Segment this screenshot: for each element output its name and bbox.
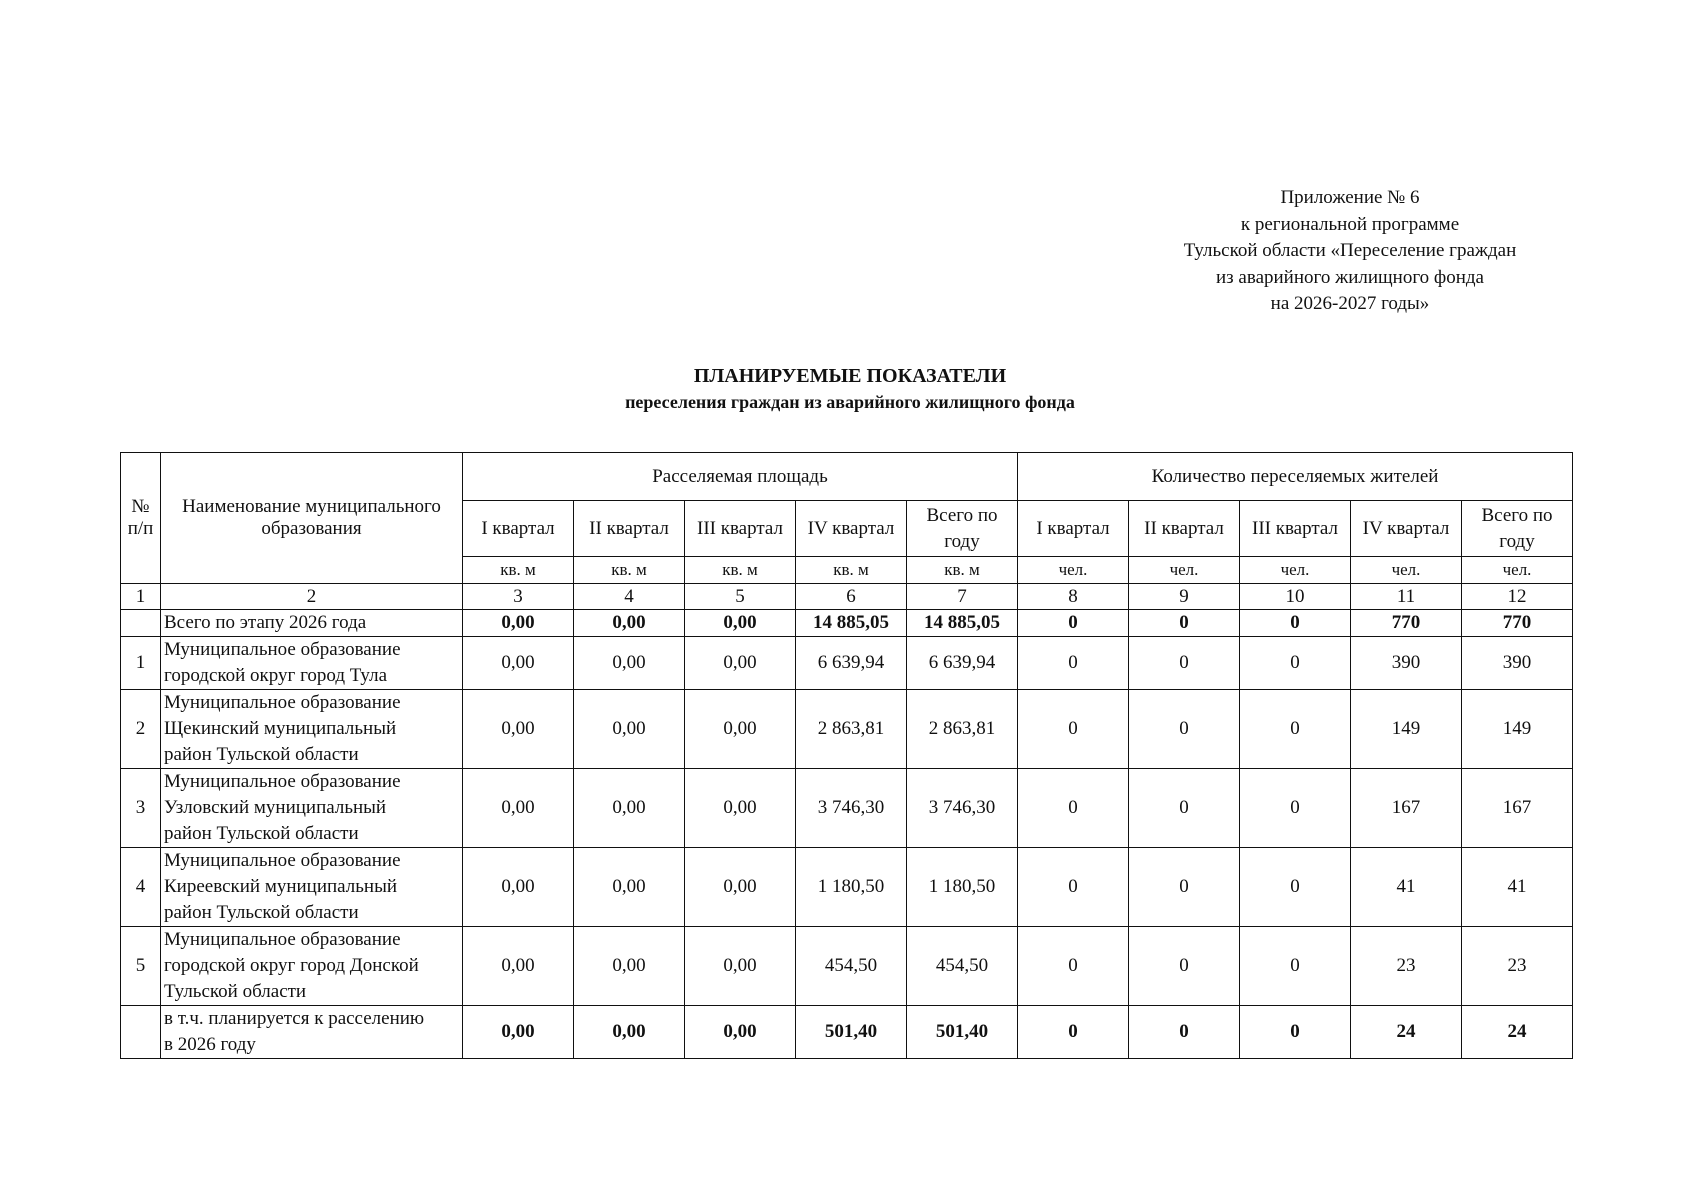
value-cell: 0 [1240, 1006, 1351, 1059]
header-quarter-cell: III квартал [1240, 501, 1351, 557]
header-unit-cell: кв. м [907, 557, 1018, 584]
planned-row [121, 1006, 1573, 1059]
value-cell: 0 [1240, 690, 1351, 769]
value-cell: 2 863,81 [796, 690, 907, 769]
value-cell: 149 [1462, 690, 1573, 769]
column-number-cell: 10 [1240, 584, 1351, 610]
value-cell: 0,00 [685, 769, 796, 848]
header-quarter-cell: I квартал [1018, 501, 1129, 557]
header-unit-cell: чел. [1351, 557, 1462, 584]
value-cell: 0 [1018, 690, 1129, 769]
row-number-cell: 3 [121, 769, 161, 848]
appendix-line: на 2026-2027 годы» [1270, 293, 1430, 314]
value-cell: 14 885,05 [907, 610, 1018, 637]
value-cell: 0 [1240, 848, 1351, 927]
column-number-cell: 11 [1351, 584, 1462, 610]
value-cell: 0,00 [574, 610, 685, 637]
header-unit-cell: чел. [1018, 557, 1129, 584]
appendix-line: Тульской области «Переселение граждан [1183, 240, 1517, 261]
document-title [300, 362, 1400, 414]
municipality-name-line: Муниципальное образование [164, 692, 401, 713]
value-cell: 149 [1351, 690, 1462, 769]
column-number-cell: 7 [907, 584, 1018, 610]
value-cell: 0,00 [574, 848, 685, 927]
header-people-group: Количество переселяемых жителей [1018, 453, 1573, 501]
appendix-line: Приложение № 6 [1280, 187, 1420, 208]
value-cell: 41 [1351, 848, 1462, 927]
value-cell: 0,00 [685, 610, 796, 637]
column-number-cell: 9 [1129, 584, 1240, 610]
municipality-name-line: городской округ город Тула [164, 665, 388, 686]
header-quarter-cell: III квартал [685, 501, 796, 557]
value-cell: 0 [1129, 769, 1240, 848]
value-cell: 0,00 [463, 637, 574, 690]
value-cell: 0,00 [463, 610, 574, 637]
table-row [121, 690, 1573, 769]
value-cell: 6 639,94 [907, 637, 1018, 690]
value-cell: 24 [1462, 1006, 1573, 1059]
appendix-line: из аварийного жилищного фонда [1216, 266, 1484, 288]
value-cell: 3 746,30 [907, 769, 1018, 848]
municipality-name-line: городской округ город Донской [164, 955, 419, 976]
column-number-cell: 8 [1018, 584, 1129, 610]
value-cell: 23 [1351, 927, 1462, 1006]
value-cell: 0,00 [685, 927, 796, 1006]
value-cell: 0 [1018, 769, 1129, 848]
municipality-name-line: Муниципальное образование [164, 850, 401, 871]
value-cell: 0 [1240, 610, 1351, 637]
value-cell: 0 [1018, 1006, 1129, 1059]
value-cell: 0 [1129, 690, 1240, 769]
value-cell: 770 [1462, 610, 1573, 637]
value-cell: 0 [1240, 927, 1351, 1006]
municipality-name-line: Узловский муниципальный [164, 797, 387, 818]
value-cell: 41 [1462, 848, 1573, 927]
value-cell: 167 [1462, 769, 1573, 848]
indicators-table [120, 452, 1573, 1059]
municipality-name-line: в т.ч. планируется к расселению [164, 1008, 425, 1029]
municipality-name-line: район Тульской области [164, 823, 359, 844]
municipality-name-line: Щекинский муниципальный [164, 718, 397, 739]
value-cell: 0 [1129, 1006, 1240, 1059]
value-cell: 0,00 [685, 848, 796, 927]
value-cell: 0,00 [463, 690, 574, 769]
header-unit-cell: кв. м [796, 557, 907, 584]
row-number-cell: 4 [121, 848, 161, 927]
header-quarter-cell: II квартал [1129, 501, 1240, 557]
municipality-name-line: Киреевский муниципальный [164, 876, 398, 897]
municipality-name-line: Муниципальное образование [164, 771, 401, 792]
header-quarter-cell: IV квартал [796, 501, 907, 557]
value-cell: 770 [1351, 610, 1462, 637]
value-cell: 1 180,50 [796, 848, 907, 927]
title-subtitle: переселения граждан из аварийного жилищного фонда [625, 392, 1075, 412]
row-number-cell: 5 [121, 927, 161, 1006]
value-cell: 167 [1351, 769, 1462, 848]
value-cell: 501,40 [907, 1006, 1018, 1059]
municipality-name-line: в 2026 году [164, 1034, 256, 1055]
value-cell: 0 [1129, 927, 1240, 1006]
table-row [121, 927, 1573, 1006]
municipality-name-cell [161, 690, 463, 769]
municipality-name-cell [161, 848, 463, 927]
municipality-name-line: Тульской области [164, 981, 307, 1002]
table-row [121, 848, 1573, 927]
row-number-cell [121, 1006, 161, 1059]
value-cell: 0 [1018, 927, 1129, 1006]
value-cell: 0,00 [685, 1006, 796, 1059]
value-cell: 0 [1129, 637, 1240, 690]
value-cell: 0,00 [574, 637, 685, 690]
column-number-cell: 5 [685, 584, 796, 610]
value-cell: 454,50 [907, 927, 1018, 1006]
municipality-name-cell [161, 1006, 463, 1059]
municipality-name-line: район Тульской области [164, 902, 359, 923]
header-unit-cell: кв. м [574, 557, 685, 584]
column-number-cell: 2 [161, 584, 463, 610]
table-row [121, 637, 1573, 690]
value-cell: 2 863,81 [907, 690, 1018, 769]
header-unit-cell: чел. [1240, 557, 1351, 584]
header-unit-cell: чел. [1129, 557, 1240, 584]
total-label-cell: Всего по этапу 2026 года [161, 610, 463, 637]
municipality-name-line: Муниципальное образование [164, 929, 401, 950]
header-unit-cell: чел. [1462, 557, 1573, 584]
value-cell: 0 [1018, 848, 1129, 927]
table-row [121, 769, 1573, 848]
appendix-line: к региональной программе [1240, 213, 1460, 235]
value-cell: 0,00 [463, 927, 574, 1006]
value-cell: 0,00 [463, 1006, 574, 1059]
value-cell: 454,50 [796, 927, 907, 1006]
value-cell: 0,00 [574, 1006, 685, 1059]
column-number-cell: 12 [1462, 584, 1573, 610]
header-quarter-cell: Всего по году [907, 501, 1018, 557]
header-quarter-cell: IV квартал [1351, 501, 1462, 557]
value-cell: 23 [1462, 927, 1573, 1006]
value-cell: 0 [1129, 610, 1240, 637]
column-number-cell: 6 [796, 584, 907, 610]
header-row-column-numbers [121, 584, 1573, 610]
header-quarter-cell: II квартал [574, 501, 685, 557]
header-unit-cell: кв. м [685, 557, 796, 584]
header-unit-cell: кв. м [463, 557, 574, 584]
value-cell: 1 180,50 [907, 848, 1018, 927]
header-name-cell: Наименование муниципального образования [161, 453, 463, 584]
municipality-name-line: Муниципальное образование [164, 639, 401, 660]
value-cell: 14 885,05 [796, 610, 907, 637]
row-number-cell: 2 [121, 690, 161, 769]
header-quarter-cell: Всего по году [1462, 501, 1573, 557]
value-cell: 0,00 [463, 769, 574, 848]
value-cell: 0,00 [574, 690, 685, 769]
value-cell: 390 [1351, 637, 1462, 690]
value-cell: 0 [1240, 769, 1351, 848]
value-cell: 390 [1462, 637, 1573, 690]
value-cell: 501,40 [796, 1006, 907, 1059]
value-cell: 0 [1129, 848, 1240, 927]
column-number-cell: 3 [463, 584, 574, 610]
header-quarter-cell: I квартал [463, 501, 574, 557]
value-cell: 6 639,94 [796, 637, 907, 690]
value-cell: 0 [1240, 637, 1351, 690]
value-cell: 0 [1018, 637, 1129, 690]
appendix-note [1120, 185, 1580, 318]
value-cell: 0,00 [574, 769, 685, 848]
column-number-cell: 1 [121, 584, 161, 610]
value-cell: 24 [1351, 1006, 1462, 1059]
row-number-cell [121, 610, 161, 637]
header-row-groups [121, 453, 1573, 501]
value-cell: 0,00 [685, 637, 796, 690]
municipality-name-cell [161, 637, 463, 690]
header-area-group: Расселяемая площадь [463, 453, 1018, 501]
row-number-cell: 1 [121, 637, 161, 690]
municipality-name-cell [161, 769, 463, 848]
value-cell: 3 746,30 [796, 769, 907, 848]
total-row [121, 610, 1573, 637]
municipality-name-line: район Тульской области [164, 744, 359, 765]
value-cell: 0,00 [685, 690, 796, 769]
value-cell: 0 [1018, 610, 1129, 637]
title-main: ПЛАНИРУЕМЫЕ ПОКАЗАТЕЛИ [693, 365, 1007, 387]
municipality-name-cell [161, 927, 463, 1006]
header-number-cell: № п/п [121, 453, 161, 584]
column-number-cell: 4 [574, 584, 685, 610]
value-cell: 0,00 [463, 848, 574, 927]
value-cell: 0,00 [574, 927, 685, 1006]
